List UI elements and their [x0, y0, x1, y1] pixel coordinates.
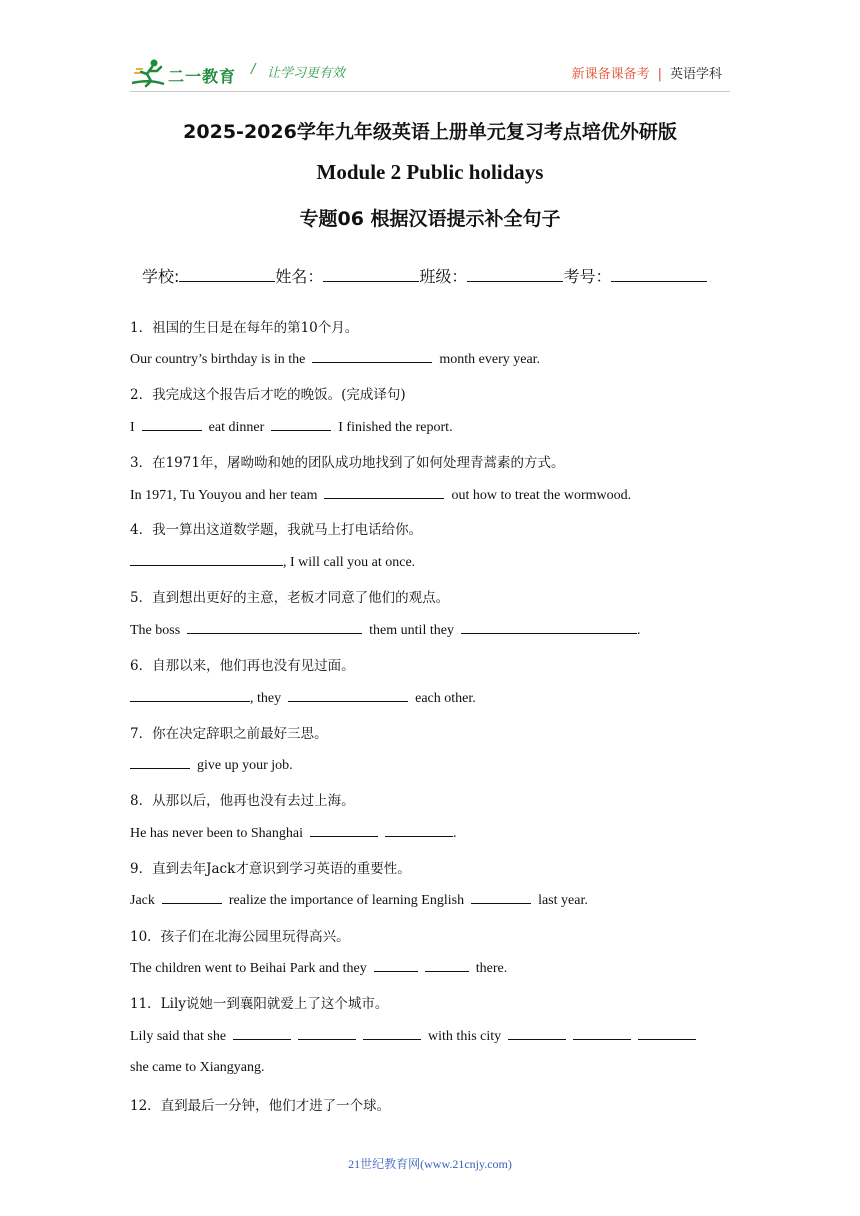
question-8-chinese: 8．从那以后，他再也没有去过上海。: [130, 793, 355, 809]
answer-blank: [508, 1027, 566, 1040]
q8-text-b: .: [453, 826, 457, 841]
q11-text-a: Lily said that she: [130, 1029, 227, 1044]
question-6-english: [130, 689, 476, 707]
question-11-english: [130, 1027, 696, 1045]
answer-blank: [425, 959, 469, 972]
q2-text-b: eat dinner: [208, 420, 265, 435]
q6-text-a: , they: [250, 691, 282, 706]
document-title: 2025-2026学年九年级英语上册单元复习考点培优外研版: [183, 121, 677, 143]
q2-text-c: I finished the report.: [338, 420, 453, 435]
question-2-english: [130, 418, 453, 436]
answer-blank: [130, 756, 190, 769]
course-tag: 新课备课备考: [571, 67, 650, 82]
subject-label: 英语学科: [669, 67, 722, 82]
answer-blank: [471, 891, 531, 904]
answer-blank: [573, 1027, 631, 1040]
q3-text-a: In 1971, Tu Youyou and her team: [130, 488, 318, 503]
answer-blank: [130, 689, 250, 702]
question-9-english: [130, 891, 588, 909]
question-10-chinese: 10．孩子们在北海公园里玩得高兴。: [130, 929, 350, 945]
q11-text-b: with this city: [428, 1029, 502, 1044]
question-6-chinese: 6．自那以来，他们再也没有见过面。: [130, 658, 355, 674]
q5-text-c: .: [636, 623, 641, 638]
question-8-english: [130, 824, 457, 842]
page-footer: 21世纪教育网(www.21cnjy.com): [348, 1157, 512, 1171]
q2-text-a: I: [130, 420, 135, 435]
module-title: Module 2 Public holidays: [316, 160, 544, 184]
question-2-chinese: 2．我完成这个报告后才吃的晚饭。(完成译句): [130, 387, 406, 403]
slogan-separator: /: [251, 62, 256, 77]
question-12-chinese: 12．直到最后一分钟，他们才进了一个球。: [130, 1098, 391, 1114]
header-rule: [130, 91, 730, 92]
answer-blank: [374, 959, 418, 972]
question-3-chinese: 3．在1971年，屠呦呦和她的团队成功地找到了如何处理青蒿素的方式。: [130, 455, 565, 471]
page-header: [0, 0, 860, 100]
answer-blank: [288, 689, 408, 702]
question-4-chinese: 4．我一算出这道数学题，我就马上打电话给你。: [130, 522, 423, 538]
class-blank: [467, 267, 563, 282]
question-11-chinese: 11．Lily说她一到襄阳就爱上了这个城市。: [130, 996, 389, 1012]
number-label: 考号：: [563, 267, 612, 286]
student-info-row: [142, 264, 707, 287]
answer-blank: [638, 1027, 696, 1040]
q9-text-c: last year.: [538, 893, 588, 908]
q1-text-b: month every year.: [439, 352, 541, 367]
question-4-english: [130, 553, 415, 571]
q4-text-a: , I will call you at once.: [283, 555, 416, 570]
school-blank: [179, 267, 275, 282]
question-7-chinese: 7．你在决定辞职之前最好三思。: [130, 726, 328, 742]
logo-text: 二一教育: [168, 67, 237, 86]
question-5-chinese: 5．直到想出更好的主意，老板才同意了他们的观点。: [130, 590, 450, 606]
question-11-english-cont: she came to Xiangyang.: [130, 1060, 265, 1075]
q9-text-a: Jack: [130, 893, 155, 908]
q3-text-b: out how to treat the wormwood.: [451, 488, 632, 503]
q9-text-b: realize the importance of learning English: [228, 893, 465, 908]
answer-blank: [233, 1027, 291, 1040]
answer-blank: [461, 621, 637, 634]
number-blank: [611, 267, 707, 282]
q6-text-b: each other.: [415, 691, 476, 706]
question-9-chinese: 9．直到去年Jack才意识到学习英语的重要性。: [130, 861, 411, 877]
name-blank: [323, 267, 419, 282]
q10-text-b: there.: [475, 961, 508, 976]
answer-blank: [363, 1027, 421, 1040]
header-divider: |: [657, 67, 662, 82]
question-7-english: [130, 756, 293, 774]
school-label: 学校:: [142, 267, 180, 286]
answer-blank: [162, 891, 222, 904]
slogan: 让学习更有效: [267, 66, 346, 81]
question-3-english: [130, 486, 631, 504]
header-right: [572, 63, 722, 82]
question-10-english: [130, 959, 507, 977]
q7-text-a: give up your job.: [197, 758, 293, 773]
answer-blank: [187, 621, 362, 634]
q5-text-a: The boss: [130, 623, 181, 638]
answer-blank: [271, 418, 331, 431]
question-1-chinese: 1．祖国的生日是在每年的第10个月。: [130, 320, 359, 336]
q8-text-a: He has never been to Shanghai: [130, 826, 303, 841]
answer-blank: [142, 418, 202, 431]
answer-blank: [385, 824, 453, 837]
answer-blank: [130, 553, 283, 566]
name-label: 姓名：: [275, 267, 324, 286]
answer-blank: [298, 1027, 356, 1040]
answer-blank: [310, 824, 378, 837]
q5-text-b: them until they: [369, 623, 454, 638]
q1-text-a: Our country’s birthday is in the: [130, 352, 306, 367]
answer-blank: [312, 350, 432, 363]
question-5-english: [130, 621, 640, 639]
class-label: 班级：: [419, 267, 468, 286]
answer-blank: [324, 486, 444, 499]
q10-text-a: The children went to Beihai Park and they: [130, 961, 367, 976]
topic-title: 专题06 根据汉语提示补全句子: [299, 208, 561, 230]
question-1-english: [130, 350, 540, 368]
